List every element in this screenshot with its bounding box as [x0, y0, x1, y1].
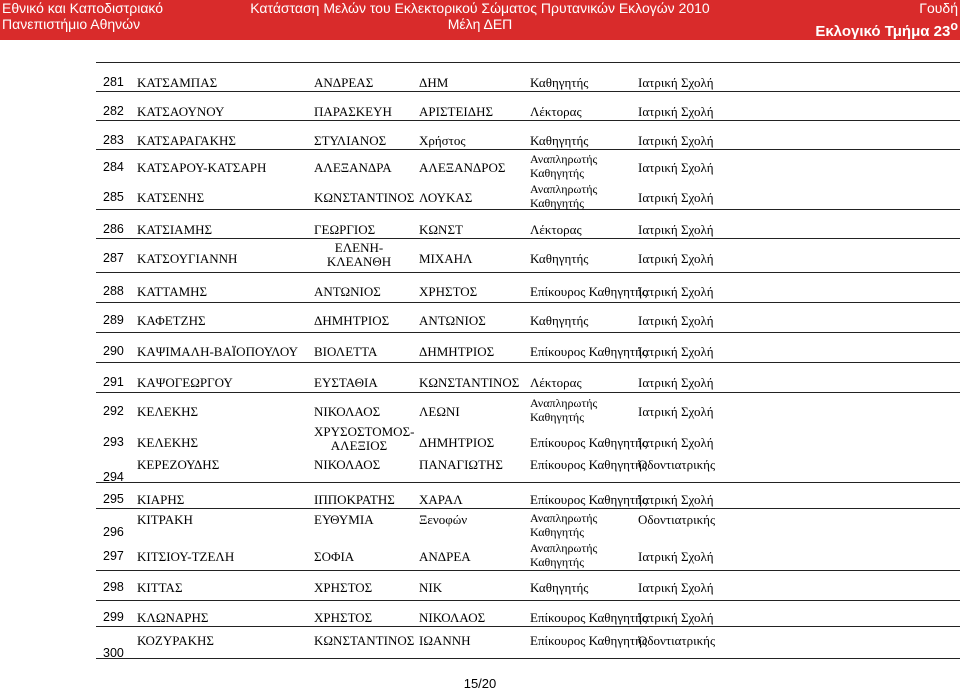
first-name-cell: ΑΛΕΞΑΝΔΡΑ	[314, 160, 392, 175]
father-name-cell: ΠΑΝΑΓΙΩΤΗΣ	[419, 457, 503, 472]
row-number: 288	[103, 284, 124, 298]
first-name-cell: ΑΝΤΩΝΙΟΣ	[314, 284, 381, 299]
location: Γουδή	[919, 0, 958, 16]
surname-cell: ΚΙΤΤΑΣ	[137, 580, 183, 595]
first-name-cell: ΧΡΥΣΟΣΤΟΜΟΣ- ΑΛΕΞΙΟΣ	[314, 424, 415, 453]
surname-cell: ΚΑΤΣΑΡΑΓΑΚΗΣ	[137, 133, 236, 148]
row-number: 285	[103, 190, 124, 204]
school-cell: Οδοντιατρικής	[638, 512, 716, 527]
row-divider	[96, 302, 960, 303]
school-cell: Ιατρική Σχολή	[638, 610, 714, 625]
school-cell: Ιατρική Σχολή	[638, 222, 714, 237]
first-name-cell: ΕΥΣΤΑΘΙΑ	[314, 375, 378, 390]
row-number: 298	[103, 580, 124, 594]
school-cell: Ιατρική Σχολή	[638, 75, 714, 90]
father-name-cell: ΚΩΝΣΤ	[419, 222, 463, 237]
rank-cell: Αναπληρωτής Καθηγητής	[530, 511, 598, 539]
school-cell: Ιατρική Σχολή	[638, 344, 714, 359]
father-name-cell: ΑΡΙΣΤΕΙΔΗΣ	[419, 104, 494, 119]
surname-cell: ΚΙΑΡΗΣ	[137, 492, 185, 507]
father-name-cell: ΔΗΜΗΤΡΙΟΣ	[419, 435, 495, 450]
rank-cell: Επίκουρος Καθηγητής	[530, 435, 648, 450]
surname-cell: ΚΙΤΡΑΚΗ	[137, 512, 193, 527]
school-cell: Ιατρική Σχολή	[638, 133, 714, 148]
rank-cell: Καθηγητής	[530, 251, 589, 266]
surname-cell: ΚΑΤΣΑΜΠΑΣ	[137, 75, 218, 90]
row-divider	[96, 482, 960, 483]
surname-cell: ΚΑΤΣΟΥΓΙΑΝΝΗ	[137, 251, 238, 266]
page-number: 15/20	[463, 676, 497, 691]
father-name-cell: ΚΩΝΣΤΑΝΤΙΝΟΣ	[419, 375, 520, 390]
rank-cell: Αναπληρωτής Καθηγητής	[530, 182, 598, 210]
father-name-cell: Ξενοφών	[419, 512, 468, 527]
first-name-cell: ΚΩΝΣΤΑΝΤΙΝΟΣ	[314, 633, 415, 648]
rank-cell: Επίκουρος Καθηγητής	[530, 610, 648, 625]
row-number: 299	[103, 610, 124, 624]
row-divider	[96, 209, 960, 210]
row-number: 300	[103, 646, 124, 660]
father-name-cell: ΝΙΚ	[419, 580, 443, 595]
row-number: 284	[103, 160, 124, 174]
row-divider	[96, 149, 960, 150]
father-name-cell: ΧΡΗΣΤΟΣ	[419, 284, 478, 299]
father-name-cell: ΧΑΡΑΛ	[419, 492, 463, 507]
surname-cell: ΚΙΤΣΙΟΥ-ΤΖΕΛΗ	[137, 549, 235, 564]
surname-cell: ΚΑΤΣΑΟΥΝΟΥ	[137, 104, 225, 119]
surname-cell: ΚΑΤΤΑΜΗΣ	[137, 284, 208, 299]
father-name-cell: ΝΙΚΟΛΑΟΣ	[419, 610, 486, 625]
surname-cell: ΚΑΤΣΑΡΟΥ-ΚΑΤΣΑΡΗ	[137, 160, 267, 175]
rank-cell: Επίκουρος Καθηγητής	[530, 284, 648, 299]
row-number: 290	[103, 344, 124, 358]
first-name-cell: ΕΥΘΥΜΙΑ	[314, 512, 374, 527]
row-number: 281	[103, 75, 124, 89]
father-name-cell: ΛΟΥΚΑΣ	[419, 190, 473, 205]
surname-cell: ΚΕΛΕΚΗΣ	[137, 435, 199, 450]
father-name-cell: ΑΝΤΩΝΙΟΣ	[419, 313, 486, 328]
first-name-cell: ΔΗΜΗΤΡΙΟΣ	[314, 313, 390, 328]
row-divider	[96, 362, 960, 363]
row-number: 287	[103, 251, 124, 265]
rank-cell: Λέκτορας	[530, 222, 582, 237]
surname-cell: ΚΑΦΕΤΖΗΣ	[137, 313, 206, 328]
university-line-2: Πανεπιστήμιο Αθηνών	[2, 16, 141, 32]
first-name-cell: ΣΟΦΙΑ	[314, 549, 355, 564]
row-divider	[96, 91, 960, 92]
electoral-section-sup: ο	[950, 19, 958, 33]
rank-cell: Λέκτορας	[530, 375, 582, 390]
university-line-1: Εθνικό και Καποδιστριακό	[2, 0, 164, 16]
father-name-cell: ΑΝΔΡΕΑ	[419, 549, 471, 564]
rank-cell: Αναπληρωτής Καθηγητής	[530, 152, 598, 180]
rank-cell: Αναπληρωτής Καθηγητής	[530, 396, 598, 424]
father-name-cell: Χρήστος	[419, 133, 466, 148]
row-divider	[96, 272, 960, 273]
father-name-cell: ΜΙΧΑΗΛ	[419, 251, 473, 266]
first-name-cell: ΧΡΗΣΤΟΣ	[314, 580, 373, 595]
row-divider	[96, 626, 960, 627]
row-divider	[96, 392, 960, 393]
school-cell: Ιατρική Σχολή	[638, 492, 714, 507]
school-cell: Ιατρική Σχολή	[638, 435, 714, 450]
row-number: 286	[103, 222, 124, 236]
surname-cell: ΚΑΨΙΜΑΛΗ-ΒΑΪΟΠΟΥΛΟΥ	[137, 344, 298, 359]
first-name-cell: ΝΙΚΟΛΑΟΣ	[314, 457, 381, 472]
row-number: 297	[103, 549, 124, 563]
row-divider	[96, 508, 960, 509]
row-number: 289	[103, 313, 124, 327]
school-cell: Ιατρική Σχολή	[638, 104, 714, 119]
first-name-cell: ΙΠΠΟΚΡΑΤΗΣ	[314, 492, 395, 507]
school-cell: Ιατρική Σχολή	[638, 404, 714, 419]
row-number: 293	[103, 435, 124, 449]
row-number: 282	[103, 104, 124, 118]
rank-cell: Καθηγητής	[530, 133, 589, 148]
surname-cell: ΚΑΤΣΙΑΜΗΣ	[137, 222, 213, 237]
school-cell: Ιατρική Σχολή	[638, 580, 714, 595]
school-cell: Οδοντιατρικής	[638, 457, 716, 472]
row-number: 292	[103, 404, 124, 418]
row-divider	[96, 238, 960, 239]
father-name-cell: ΙΩΑΝΝΗ	[419, 633, 471, 648]
rank-cell: Λέκτορας	[530, 104, 582, 119]
first-name-cell: ΒΙΟΛΕΤΤΑ	[314, 344, 378, 359]
electoral-section-text: Εκλογικό Τμήμα 23	[815, 23, 951, 40]
surname-cell: ΚΛΩΝΑΡΗΣ	[137, 610, 209, 625]
first-name-cell: ΕΛΕΝΗ- ΚΛΕΑΝΘΗ	[326, 240, 392, 269]
row-number: 283	[103, 133, 124, 147]
row-number: 296	[103, 525, 124, 539]
rank-cell: Καθηγητής	[530, 313, 589, 328]
title-line-2: Μέλη ΔΕΠ	[447, 16, 513, 32]
school-cell: Ιατρική Σχολή	[638, 251, 714, 266]
first-name-cell: ΧΡΗΣΤΟΣ	[314, 610, 373, 625]
rank-cell: Επίκουρος Καθηγητής	[530, 492, 648, 507]
rank-cell: Καθηγητής	[530, 75, 589, 90]
school-cell: Ιατρική Σχολή	[638, 549, 714, 564]
first-name-cell: ΣΤΥΛΙΑΝΟΣ	[314, 133, 387, 148]
surname-cell: ΚΑΤΣΕΝΗΣ	[137, 190, 205, 205]
surname-cell: ΚΟΖΥΡΑΚΗΣ	[137, 633, 214, 648]
surname-cell: ΚΕΛΕΚΗΣ	[137, 404, 199, 419]
surname-cell: ΚΕΡΕΖΟΥΔΗΣ	[137, 457, 220, 472]
school-cell: Ιατρική Σχολή	[638, 375, 714, 390]
rank-cell: Αναπληρωτής Καθηγητής	[530, 541, 598, 569]
rank-cell: Επίκουρος Καθηγητής	[530, 457, 648, 472]
row-number: 294	[103, 470, 124, 484]
rank-cell: Επίκουρος Καθηγητής	[530, 344, 648, 359]
father-name-cell: ΔΗΜ	[419, 75, 449, 90]
row-divider	[96, 332, 960, 333]
school-cell: Ιατρική Σχολή	[638, 190, 714, 205]
title-line-1: Κατάσταση Μελών του Εκλεκτορικού Σώματος Πρυτανικών Εκλογών 2010	[250, 0, 710, 16]
school-cell: Ιατρική Σχολή	[638, 160, 714, 175]
father-name-cell: ΑΛΕΞΑΝΔΡΟΣ	[419, 160, 506, 175]
rank-cell: Καθηγητής	[530, 580, 589, 595]
school-cell: Ιατρική Σχολή	[638, 313, 714, 328]
first-name-cell: ΚΩΝΣΤΑΝΤΙΝΟΣ	[314, 190, 415, 205]
father-name-cell: ΔΗΜΗΤΡΙΟΣ	[419, 344, 495, 359]
row-divider	[96, 570, 960, 571]
row-divider	[96, 658, 960, 659]
school-cell: Οδοντιατρικής	[638, 633, 716, 648]
first-name-cell: ΠΑΡΑΣΚΕΥΗ	[314, 104, 392, 119]
rank-cell: Επίκουρος Καθηγητής	[530, 633, 648, 648]
school-cell: Ιατρική Σχολή	[638, 284, 714, 299]
row-number: 295	[103, 492, 124, 506]
row-divider	[96, 120, 960, 121]
surname-cell: ΚΑΨΟΓΕΩΡΓΟΥ	[137, 375, 233, 390]
first-name-cell: ΝΙΚΟΛΑΟΣ	[314, 404, 381, 419]
row-divider	[96, 62, 960, 63]
first-name-cell: ΑΝΔΡΕΑΣ	[314, 75, 374, 90]
father-name-cell: ΛΕΩΝΙ	[419, 404, 460, 419]
first-name-cell: ΓΕΩΡΓΙΟΣ	[314, 222, 376, 237]
row-number: 291	[103, 375, 124, 389]
row-divider	[96, 600, 960, 601]
